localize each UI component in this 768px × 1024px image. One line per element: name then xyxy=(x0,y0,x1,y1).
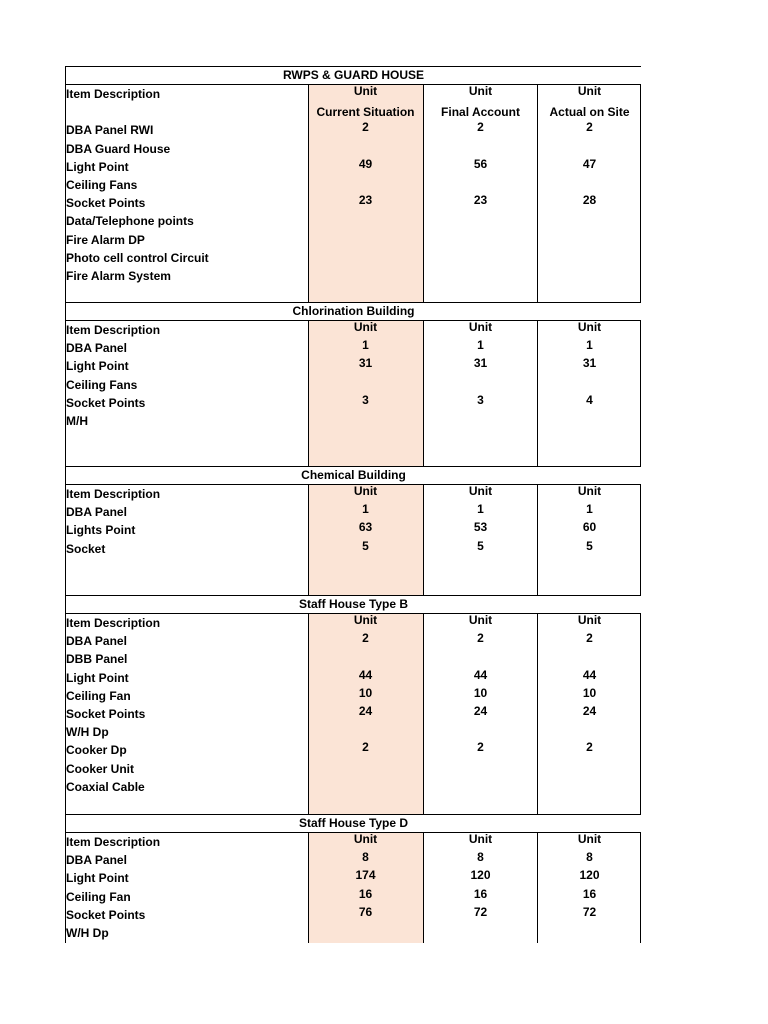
section-table xyxy=(65,832,641,943)
current-situation-cell: 1 xyxy=(362,502,369,517)
actual-on-site-cell: 1 xyxy=(586,502,593,517)
item-description-header: Item Description xyxy=(66,87,161,101)
item-description-cell: Cooker Unit xyxy=(66,761,135,776)
item-description-cell: W/H Dp xyxy=(66,725,109,740)
actual-on-site-cell: 4 xyxy=(586,392,593,407)
unit-header: Unit xyxy=(468,613,493,627)
unit-header: Unit xyxy=(577,832,602,846)
section-table xyxy=(65,484,641,595)
section-staff-house-type-d xyxy=(65,814,641,943)
current-situation-cell: 10 xyxy=(358,685,373,700)
item-description-cell: Socket Points xyxy=(66,395,146,410)
current-situation-cell: 8 xyxy=(362,850,369,865)
section-title: Chlorination Building xyxy=(65,302,641,320)
unit-header: Unit xyxy=(353,84,378,98)
item-description-cell: Lights Point xyxy=(66,523,136,538)
final-account-cell: 1 xyxy=(477,502,484,517)
actual-on-site-cell: 16 xyxy=(582,886,597,901)
final-account-cell: 2 xyxy=(477,740,484,755)
item-description-cell: W/H Dp xyxy=(66,925,109,940)
table-row xyxy=(65,231,640,249)
table-row xyxy=(65,540,640,558)
item-description-cell: Light Point xyxy=(66,670,129,685)
section-title: Chemical Building xyxy=(65,466,641,484)
current-situation-cell: 76 xyxy=(358,904,373,919)
final-account-cell: 44 xyxy=(473,667,488,682)
table-row xyxy=(65,194,640,212)
actual-on-site-cell: 1 xyxy=(586,338,593,353)
actual-on-site-cell: 5 xyxy=(586,538,593,553)
item-description-header: Item Description xyxy=(66,616,161,630)
final-account-cell: 2 xyxy=(477,631,484,646)
unit-header: Unit xyxy=(468,84,493,98)
current-situation-cell: 16 xyxy=(358,886,373,901)
item-description-cell: Ceiling Fans xyxy=(66,177,138,192)
current-situation-cell: 174 xyxy=(355,868,376,883)
section-table xyxy=(65,613,641,814)
item-description-cell: DBA Panel xyxy=(66,505,127,520)
item-description-cell: Ceiling Fan xyxy=(66,688,131,703)
table-rows xyxy=(65,503,640,558)
item-description-cell: DBA Panel xyxy=(66,634,127,649)
item-description-cell: Ceiling Fans xyxy=(66,377,138,392)
final-account-header: Final Account xyxy=(441,105,520,120)
item-description-header: Item Description xyxy=(66,835,161,849)
item-description-cell: DBB Panel xyxy=(66,652,128,667)
section-title: RWPS & GUARD HOUSE xyxy=(65,66,641,84)
current-situation-cell: 49 xyxy=(358,156,373,171)
header-row xyxy=(65,85,640,103)
section-staff-house-type-b xyxy=(65,595,641,814)
actual-on-site-cell: 2 xyxy=(586,631,593,646)
item-description-cell: Ceiling Fan xyxy=(66,889,131,904)
final-account-cell: 2 xyxy=(477,120,484,135)
table-row xyxy=(65,924,640,942)
current-situation-cell: 24 xyxy=(358,703,373,718)
table-rows xyxy=(65,851,640,942)
unit-header: Unit xyxy=(577,484,602,498)
item-description-cell: DBA Panel xyxy=(66,853,127,868)
item-description-cell: Socket Points xyxy=(66,706,146,721)
section-rwps-guard-house xyxy=(65,66,641,302)
item-description-cell: Light Point xyxy=(66,159,129,174)
final-account-cell: 56 xyxy=(473,156,488,171)
table-row xyxy=(65,906,640,924)
table-row xyxy=(65,705,640,723)
table-row xyxy=(65,741,640,759)
final-account-cell: 8 xyxy=(477,850,484,865)
item-description-cell: M/H xyxy=(66,413,88,428)
current-situation-cell: 23 xyxy=(358,193,373,208)
table-row xyxy=(65,267,640,285)
unit-header: Unit xyxy=(468,832,493,846)
table-rows xyxy=(65,121,640,285)
final-account-cell: 72 xyxy=(473,904,488,919)
item-description-cell: DBA Guard House xyxy=(66,141,171,156)
final-account-cell: 5 xyxy=(477,538,484,553)
actual-on-site-header: Actual on Site xyxy=(549,105,630,120)
actual-on-site-cell: 28 xyxy=(582,193,597,208)
section-title: Staff House Type D xyxy=(65,814,641,832)
unit-header: Unit xyxy=(353,484,378,498)
unit-header: Unit xyxy=(353,832,378,846)
unit-header: Unit xyxy=(468,320,493,334)
actual-on-site-cell: 44 xyxy=(582,667,597,682)
table-row xyxy=(65,357,640,375)
table-rows xyxy=(65,632,640,796)
final-account-cell: 31 xyxy=(473,356,488,371)
item-description-cell: Cooker Dp xyxy=(66,743,127,758)
final-account-cell: 23 xyxy=(473,193,488,208)
section-title: Staff House Type B xyxy=(65,595,641,613)
current-situation-cell: 5 xyxy=(362,538,369,553)
item-description-cell: Socket Points xyxy=(66,907,146,922)
final-account-cell: 16 xyxy=(473,886,488,901)
item-description-cell: Light Point xyxy=(66,359,129,374)
final-account-cell: 120 xyxy=(470,868,491,883)
table-row xyxy=(65,212,640,230)
table-row xyxy=(65,412,640,430)
item-description-cell: Fire Alarm DP xyxy=(66,232,145,247)
unit-header: Unit xyxy=(577,613,602,627)
unit-header: Unit xyxy=(468,484,493,498)
current-situation-cell: 31 xyxy=(358,356,373,371)
section-table xyxy=(65,84,641,302)
item-description-cell: Photo cell control Circuit xyxy=(66,250,209,265)
current-situation-cell: 44 xyxy=(358,667,373,682)
item-description-cell: DBA Panel RWI xyxy=(66,123,154,138)
unit-header: Unit xyxy=(353,613,378,627)
item-description-cell: Light Point xyxy=(66,871,129,886)
item-description-cell: Socket Points xyxy=(66,196,146,211)
unit-header: Unit xyxy=(577,320,602,334)
item-description-cell: Data/Telephone points xyxy=(66,214,194,229)
unit-header: Unit xyxy=(577,84,602,98)
final-account-cell: 10 xyxy=(473,685,488,700)
table-row xyxy=(65,632,640,650)
actual-on-site-cell: 8 xyxy=(586,850,593,865)
current-situation-cell: 63 xyxy=(358,520,373,535)
current-situation-cell: 3 xyxy=(362,392,369,407)
actual-on-site-cell: 72 xyxy=(582,904,597,919)
actual-on-site-cell: 2 xyxy=(586,740,593,755)
final-account-cell: 24 xyxy=(473,703,488,718)
section-chemical-building xyxy=(65,466,641,595)
section-table xyxy=(65,320,641,466)
table-row xyxy=(65,158,640,176)
current-situation-cell: 2 xyxy=(362,631,369,646)
section-chlorination-building xyxy=(65,302,641,466)
spreadsheet xyxy=(65,66,641,943)
unit-header: Unit xyxy=(353,320,378,334)
actual-on-site-cell: 60 xyxy=(582,520,597,535)
final-account-cell: 53 xyxy=(473,520,488,535)
current-situation-cell: 2 xyxy=(362,120,369,135)
item-description-cell: Fire Alarm System xyxy=(66,268,171,283)
table-row xyxy=(65,121,640,139)
actual-on-site-cell: 120 xyxy=(579,868,600,883)
actual-on-site-cell: 31 xyxy=(582,356,597,371)
table-row xyxy=(65,778,640,796)
current-situation-cell: 1 xyxy=(362,338,369,353)
actual-on-site-cell: 10 xyxy=(582,685,597,700)
table-row xyxy=(65,394,640,412)
final-account-cell: 1 xyxy=(477,338,484,353)
current-situation-cell: 2 xyxy=(362,740,369,755)
actual-on-site-cell: 24 xyxy=(582,703,597,718)
actual-on-site-cell: 2 xyxy=(586,120,593,135)
table-rows xyxy=(65,339,640,430)
actual-on-site-cell: 47 xyxy=(582,156,597,171)
item-description-cell: Socket xyxy=(66,541,106,556)
table-row xyxy=(65,760,640,778)
item-description-cell: DBA Panel xyxy=(66,341,127,356)
item-description-header: Item Description xyxy=(66,487,161,501)
item-description-header: Item Description xyxy=(66,323,161,337)
current-situation-header: Current Situation xyxy=(316,105,415,120)
final-account-cell: 3 xyxy=(477,392,484,407)
item-description-cell: Coaxial Cable xyxy=(66,779,145,794)
table-row xyxy=(65,249,640,267)
